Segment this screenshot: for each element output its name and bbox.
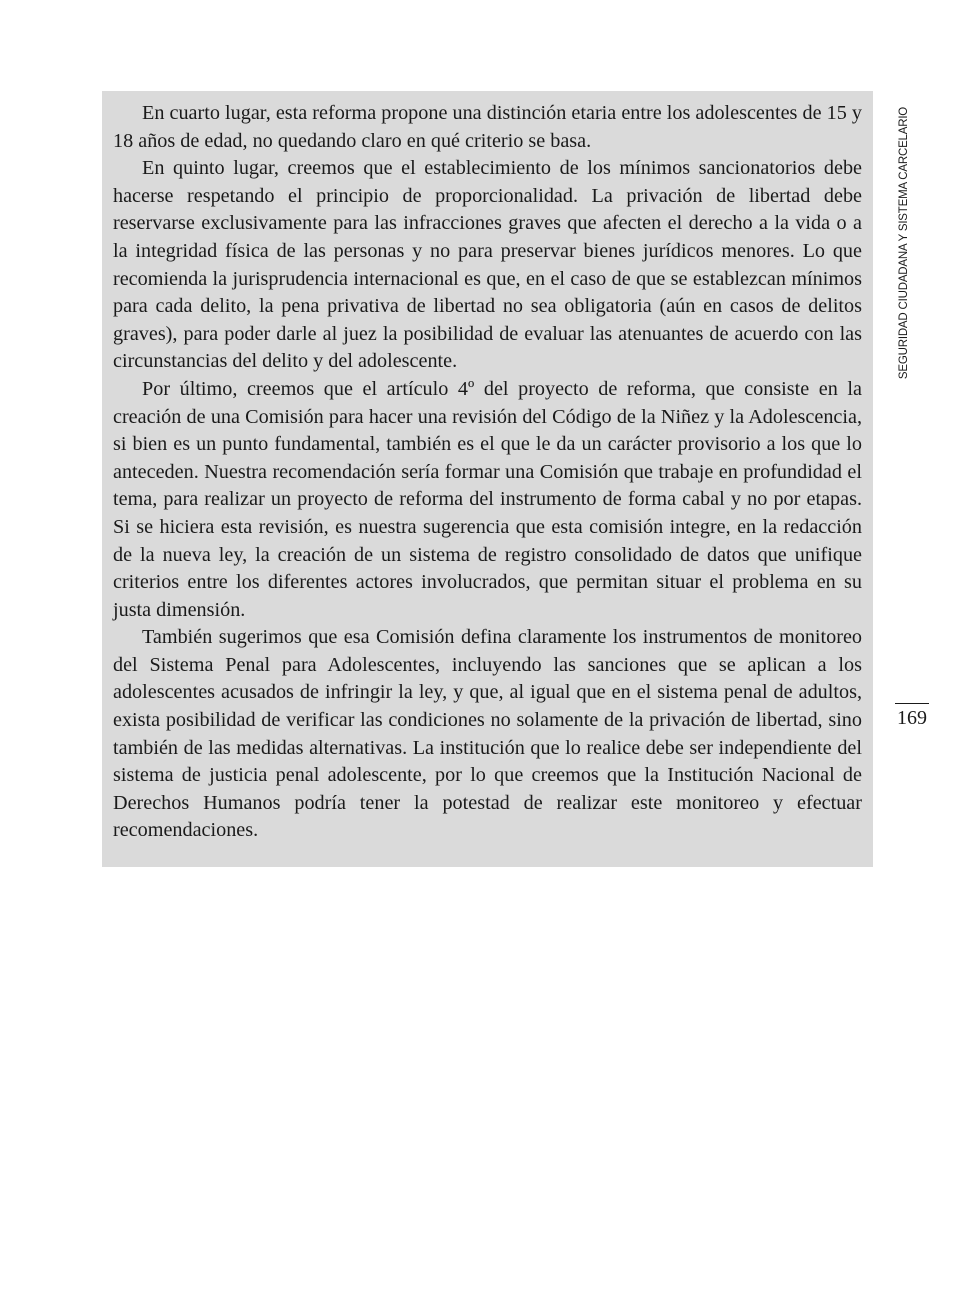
paragraph-2: En quinto lugar, creemos que el establecimiento de los mínimos sancionatorios debe hacerse respetando el principio de proporcionalidad. La privación de libertad debe reservarse exclusivamente para las infracciones graves que afecten el derecho a la vida o a la integridad física de las personas y no para preservar bienes jurídicos menores. Lo que recomienda la jurisprudencia internacional es que, en el caso de que se establezcan mínimos para cada delito, la pena privativa de libertad no sea obligatoria (aún en casos de delitos graves), para poder darle al juez la posibilidad de evaluar las atenuantes de acuerdo con las circunstancias del delito y del adolescente. [113,157,862,373]
page-number-rule [895,703,929,704]
paragraph-4: También sugerimos que esa Comisión defina claramente los instrumentos de monitoreo del Sistema Penal para Adolescentes, incluyendo las sanciones que se aplican a los adolescentes acusados de infringir la ley, y que, al igual que en el sistema penal de adultos, exista posibilidad de verificar las condiciones no solamente de la privación de libertad, sino también de las medidas alternativas. La institución que lo realice debe ser independiente del sistema de justicia penal adolescente, por lo que creemos que la Institución Nacional de Derechos Humanos podría tener la potestad de realizar este monitoreo y efectuar recomendaciones. [113,626,862,842]
running-head-container [894,100,914,386]
paragraph-1: En cuarto lugar, esta reforma propone una distinción etaria entre los adolescentes de 15 y 18 años de edad, no quedando claro en qué criterio se basa. [113,102,862,152]
page-number: 169 [897,707,927,729]
running-head: SEGURIDAD CIUDADANA Y SISTEMA CARCELARIO [898,106,910,380]
paragraph-3: Por último, creemos que el artículo 4º del proyecto de reforma, que consiste en la creación de una Comisión para hacer una revisión del Código de la Niñez y la Adolescencia, si bien es un punto fundamental, también es el que le da un carácter provisorio a los que lo anteceden. Nuestra recomendación sería formar una Comisión que trabaje en profundidad el tema, para realizar un proyecto de reforma del instrumento de forma cabal y no por etapas. Si se hiciera esta revisión, es nuestra sugerencia que esta comisión integre, en la redacción de la nueva ley, la creación de un sistema de registro consolidado de datos que unifique criterios entre los diferentes actores involucrados, que permitan situar el problema en su justa dimensión. [113,377,862,621]
shaded-text-box [102,91,873,867]
